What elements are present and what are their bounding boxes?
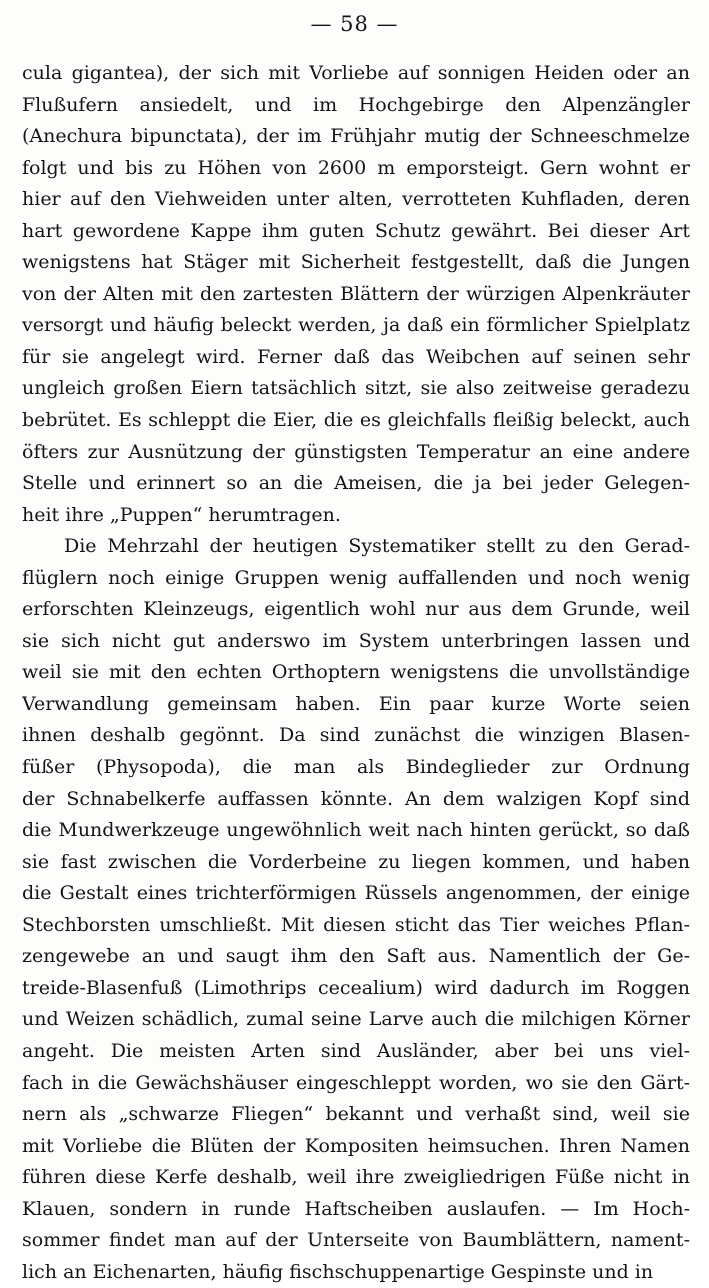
text-line: (Anechura bipunctata), der im Frühjahr mutig der Schneeschmelze bbox=[22, 125, 690, 148]
text-line: angeht. Die meisten Arten sind Ausländer, aber bei uns viel- bbox=[22, 1039, 690, 1062]
text-line: hart gewordene Kappe ihm guten Schutz gewährt. Bei dieser Art bbox=[22, 219, 690, 242]
text-line: für sie angelegt wird. Ferner daß das Weibchen auf seinen sehr bbox=[22, 345, 690, 368]
text-line: heit ihre „Puppen“ herumtragen. bbox=[22, 503, 341, 526]
text-line: führen diese Kerfe deshalb, weil ihre zweigliedrigen Füße nicht in bbox=[22, 1166, 690, 1189]
body-text bbox=[22, 58, 690, 1288]
text-line: nern als „schwarze Fliegen“ bekannt und verhaßt sind, weil sie bbox=[22, 1103, 690, 1126]
text-line: erforschten Kleinzeugs, eigentlich wohl nur aus dem Grunde, weil bbox=[22, 598, 690, 621]
text-line: treide-Blasenfuß (Limothrips cecealium) wird dadurch im Roggen bbox=[22, 976, 690, 999]
text-line: hier auf den Viehweiden unter alten, verrotteten Kuhfladen, deren bbox=[22, 188, 690, 211]
text-line: flüglern noch einige Gruppen wenig auffallenden und noch wenig bbox=[22, 566, 690, 589]
paragraph bbox=[22, 531, 690, 1288]
text-line: Die Mehrzahl der heutigen Systematiker stellt zu den Gerad- bbox=[64, 535, 690, 558]
text-line: sie fast zwischen die Vorderbeine zu liegen kommen, und haben bbox=[22, 850, 690, 873]
text-line: und Weizen schädlich, zumal seine Larve auch die milchigen Körner bbox=[22, 1008, 690, 1031]
text-line: versorgt und häufig beleckt werden, ja daß ein förmlicher Spielplatz bbox=[22, 314, 690, 337]
text-line: bebrütet. Es schleppt die Eier, die es gleichfalls fleißig beleckt, auch bbox=[22, 409, 690, 432]
text-line: Verwandlung gemeinsam haben. Ein paar kurze Worte seien bbox=[22, 692, 690, 715]
text-line: folgt und bis zu Höhen von 2600 m emporsteigt. Gern wohnt er bbox=[22, 156, 690, 179]
text-line: ihnen deshalb gegönnt. Da sind zunächst die winzigen Blasen- bbox=[22, 724, 690, 747]
text-line: Stelle und erinnert so an die Ameisen, die ja bei jeder Gelegen- bbox=[22, 472, 690, 495]
page-number: — 58 — bbox=[310, 12, 399, 36]
text-line: die Gestalt eines trichterförmigen Rüssels angenommen, der einige bbox=[22, 882, 690, 905]
text-line: sommer findet man auf der Unterseite von Baumblättern, nament- bbox=[22, 1229, 690, 1252]
text-line: weil sie mit den echten Orthoptern wenigstens die unvollständige bbox=[22, 661, 690, 684]
text-line: fach in die Gewächshäuser eingeschleppt worden, wo sie den Gärt- bbox=[22, 1071, 690, 1094]
text-line: von der Alten mit den zartesten Blättern der würzigen Alpenkräuter bbox=[22, 282, 690, 305]
text-line: Stechborsten umschließt. Mit diesen sticht das Tier weiches Pflan- bbox=[22, 913, 690, 936]
text-line: die Mundwerkzeuge ungewöhnlich weit nach hinten gerückt, so daß bbox=[22, 819, 690, 842]
paragraph bbox=[22, 58, 690, 531]
text-line: Klauen, sondern in runde Haftscheiben auslaufen. — Im Hoch- bbox=[22, 1197, 690, 1220]
text-line: cula gigantea), der sich mit Vorliebe auf sonnigen Heiden oder an bbox=[22, 62, 690, 84]
text-line: füßer (Physopoda), die man als Bindeglieder zur Ordnung bbox=[22, 756, 690, 779]
text-line: sie sich nicht gut anderswo im System unterbringen lassen und bbox=[22, 629, 690, 652]
text-line: ungleich großen Eiern tatsächlich sitzt, sie also zeitweise geradezu bbox=[22, 377, 690, 400]
text-line: zengewebe an und saugt ihm den Saft aus. Namentlich der Ge- bbox=[22, 945, 690, 968]
text-line: öfters zur Ausnützung der günstigsten Temperatur an eine andere bbox=[22, 440, 690, 463]
text-line: der Schnabelkerfe auffassen könnte. An dem walzigen Kopf sind bbox=[22, 787, 690, 810]
text-line: wenigstens hat Stäger mit Sicherheit festgestellt, daß die Jungen bbox=[22, 251, 690, 274]
text-line: Flußufern ansiedelt, und im Hochgebirge den Alpenzängler bbox=[22, 93, 690, 116]
text-line: lich an Eichenarten, häufig fischschuppenartige Gespinste und in bbox=[22, 1260, 654, 1283]
text-line: mit Vorliebe die Blüten der Kompositen heimsuchen. Ihren Namen bbox=[22, 1134, 690, 1157]
